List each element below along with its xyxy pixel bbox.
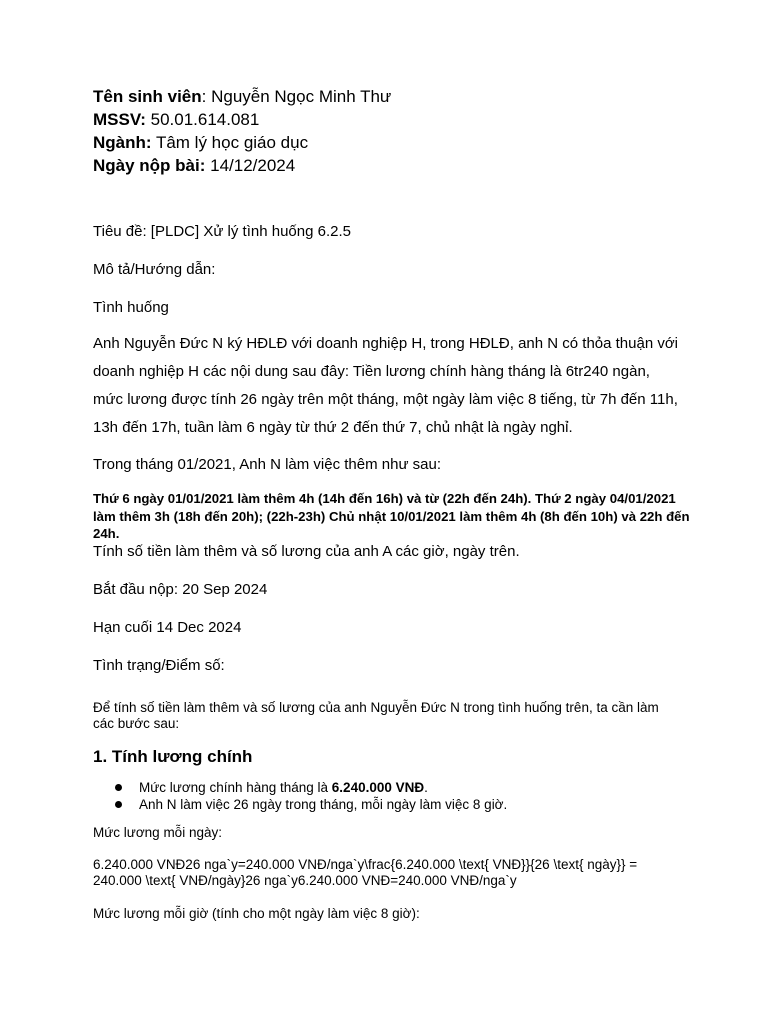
section-1-title: 1. Tính lương chính <box>93 747 253 766</box>
submission-date-line <box>93 155 295 177</box>
hourly-wage-label: Mức lương mỗi giờ (tính cho một ngày làm việc 8 giờ): <box>93 906 420 921</box>
list-item <box>115 796 507 813</box>
bullet-icon <box>115 801 122 808</box>
start-date: Bắt đầu nộp: 20 Sep 2024 <box>93 581 268 598</box>
list-item <box>115 779 507 796</box>
assignment-title: Tiêu đề: [PLDC] Xử lý tình huống 6.2.5 <box>93 223 351 240</box>
answer-intro: Để tính số tiền làm thêm và số lương của anh Nguyễn Đức N trong tình huống trên, ta cần làm các bước sau: <box>93 700 659 731</box>
salary-bullet-list <box>115 779 507 813</box>
bullet-icon <box>115 784 122 791</box>
student-name-line <box>93 86 391 108</box>
bullet-text: Mức lương chính hàng tháng là <box>139 780 332 795</box>
question-text: Tính số tiền làm thêm và số lương của anh A các giờ, ngày trên. <box>93 543 520 560</box>
student-name-label: Tên sinh viên <box>93 87 202 106</box>
student-name-value: : Nguyễn Ngọc Minh Thư <box>201 87 392 106</box>
description-label: Mô tả/Hướng dẫn: <box>93 261 216 278</box>
student-id-label: MSSV: <box>93 110 146 129</box>
situation-label: Tình huống <box>93 299 169 316</box>
bullet-suffix: . <box>424 780 428 795</box>
major-line <box>93 132 308 154</box>
january-text: Trong tháng 01/2021, Anh N làm việc thêm như sau: <box>93 456 442 473</box>
status-label: Tình trạng/Điểm số: <box>93 657 225 674</box>
overtime-details: Thứ 6 ngày 01/01/2021 làm thêm 4h (14h đến 16h) và từ (22h đến 24h). Thứ 2 ngày 04/01/2021 làm thêm 3h (18h đến 20h); (22h-23h) Chủ nhật 10/01/2021 làm thêm 4h (8h đến 10h) và 22h đến 24h. <box>93 491 690 541</box>
major-value: Tâm lý học giáo dục <box>151 133 309 152</box>
submission-date-value: 14/12/2024 <box>205 156 296 175</box>
student-id-line <box>93 109 259 131</box>
bullet-text: Anh N làm việc 26 ngày trong tháng, mỗi ngày làm việc 8 giờ. <box>139 797 508 812</box>
bullet-bold-text: 6.240.000 VNĐ <box>331 780 425 795</box>
situation-text: Anh Nguyễn Đức N ký HĐLĐ với doanh nghiệp H, trong HĐLĐ, anh N có thỏa thuận với doanh nghiệp H các nội dung sau đây: Tiền lương chính hàng tháng là 6tr240 ngàn, mức lương được tính 26 ngày trên một tháng, một ngày làm việc 8 tiếng, từ 7h đến 11h, 13h đến 17h, tuần làm 6 ngày từ thứ 2 đến thứ 7, chủ nhật là ngày nghỉ. <box>93 335 679 436</box>
student-id-value: 50.01.614.081 <box>145 110 260 129</box>
daily-wage-formula: 6.240.000 VNĐ26 nga`y=240.000 VNĐ/nga`y\frac{6.240.000 \text{ VNĐ}}{26 \text{ ngày}} = 240.000 \text{ VNĐ/ngày}26 nga`y6.240.000 VNĐ=240.000 VNĐ/nga`y <box>93 857 638 888</box>
major-label: Ngành: <box>93 133 152 152</box>
submission-date-label: Ngày nộp bài: <box>93 156 206 175</box>
daily-wage-label: Mức lương mỗi ngày: <box>93 825 222 840</box>
deadline: Hạn cuối 14 Dec 2024 <box>93 619 242 636</box>
